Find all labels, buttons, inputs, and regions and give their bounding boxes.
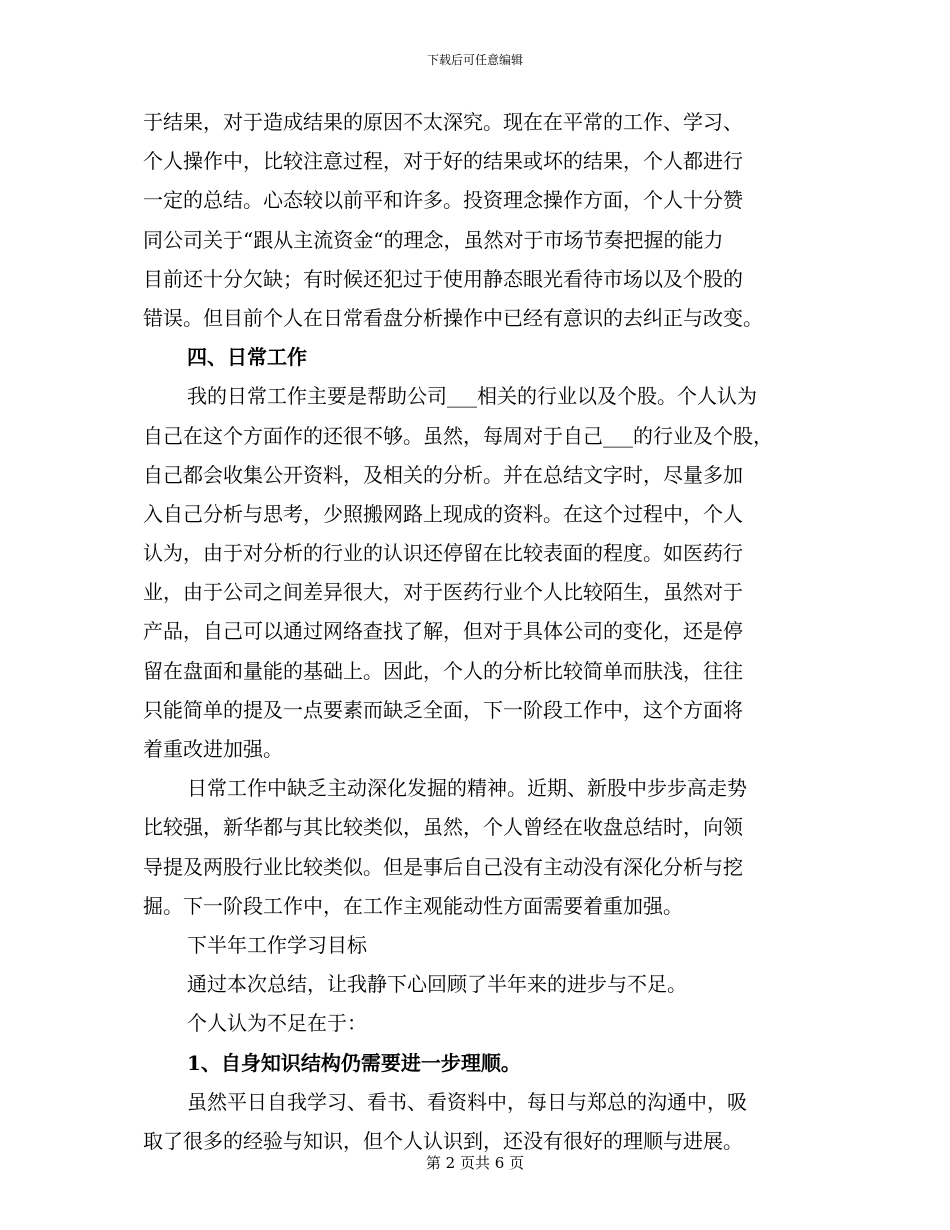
text-line: 导提及两股行业比较类似。但是事后自己没有主动没有深化分析与挖 (143, 854, 743, 879)
text-line: 产品，自己可以通过网络查找了解，但对于具体公司的变化，还是停 (143, 619, 743, 644)
text-line: 虽然平日自我学习、看书、看资料中，每日与郑总的沟通中，吸 (187, 1089, 747, 1114)
text-line: 错误。但目前个人在日常看盘分析操作中已经有意识的去纠正与改变。 (143, 305, 763, 330)
text-line: 掘。下一阶段工作中，在工作主观能动性方面需要着重加强。 (143, 893, 683, 918)
text-line: 同公司关于“跟从主流资金“的理念，虽然对于市场节奏把握的能力 (143, 227, 724, 252)
document-body (143, 103, 815, 1161)
text-line: 只能简单的提及一点要素而缺乏全面，下一阶段工作中，这个方面将 (143, 697, 743, 722)
text-line: 下半年工作学习目标 (187, 932, 367, 957)
text-line: 着重改进加强。 (143, 737, 283, 761)
text-line: 通过本次总结，让我静下心回顾了半年来的进步与不足。 (187, 972, 687, 997)
text-line: 自己都会收集公开资料，及相关的分析。并在总结文字时，尽量多加 (143, 462, 743, 487)
section-heading: 1、自身知识结构仍需要进一步理顺。 (187, 1050, 521, 1075)
text-line: 比较强，新华都与其比较类似，虽然，个人曾经在收盘总结时，向领 (143, 815, 743, 840)
text-line: 业，由于公司之间差异很大，对于医药行业个人比较陌生，虽然对于 (143, 580, 743, 605)
text-line: 认为，由于对分析的行业的认识还停留在比较表面的程度。如医药行 (143, 541, 743, 566)
text-line: 日常工作中缺乏主动深化发掘的精神。近期、新股中步步高走势 (187, 776, 747, 801)
text-line: 我的日常工作主要是帮助公司___相关的行业以及个股。个人认为 (187, 384, 757, 409)
text-line: 个人认为不足在于： (187, 1011, 367, 1036)
text-line: 个人操作中，比较注意过程，对于好的结果或坏的结果，个人都进行 (143, 149, 743, 174)
text-line: 目前还十分欠缺；有时候还犯过于使用静态眼光看待市场以及个股的 (143, 266, 743, 291)
text-line: 一定的总结。心态较以前平和许多。投资理念操作方面，个人十分赞 (143, 188, 743, 213)
page-header: 下载后可任意编辑 (426, 53, 523, 67)
page-footer: 第 2 页共 6 页 (425, 1154, 525, 1172)
text-line: 入自己分析与思考，少照搬网路上现成的资料。在这个过程中，个人 (143, 501, 743, 526)
text-line: 于结果，对于造成结果的原因不太深究。现在在平常的工作、学习、 (143, 110, 743, 134)
text-line: 自己在这个方面作的还很不够。虽然，每周对于自己___的行业及个股， (143, 423, 773, 448)
text-line: 留在盘面和量能的基础上。因此，个人的分析比较简单而肤浅，往往 (143, 658, 743, 683)
text-line: 取了很多的经验与知识，但个人认识到，还没有很好的理顺与进展。 (143, 1128, 743, 1153)
section-heading: 四、日常工作 (187, 345, 307, 370)
